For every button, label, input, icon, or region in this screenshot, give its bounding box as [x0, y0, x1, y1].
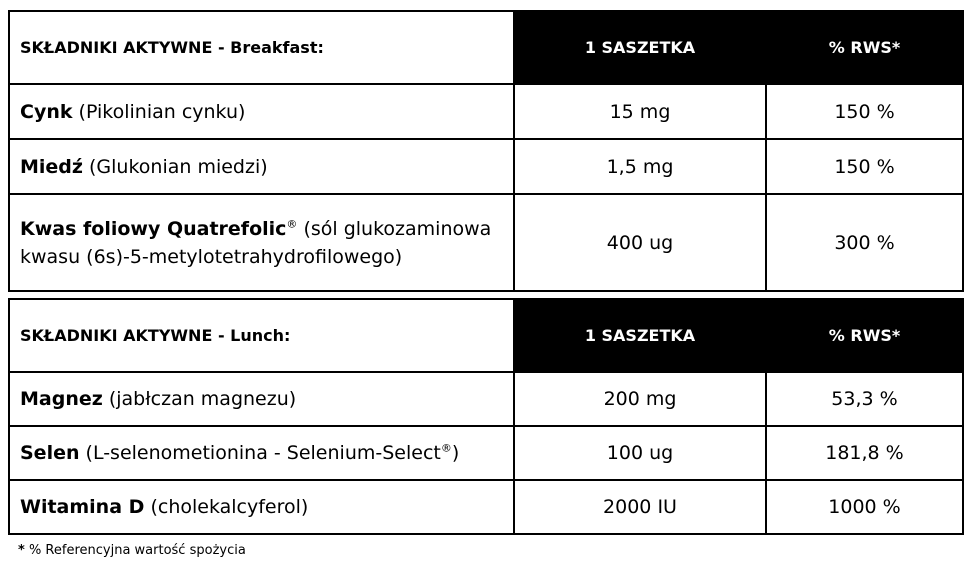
breakfast-table — [8, 10, 964, 292]
table-row — [9, 139, 963, 194]
table-header — [9, 11, 963, 84]
column-header-rws: % RWS* — [766, 11, 963, 84]
ingredient-rws: 300 % — [766, 194, 963, 291]
table-row — [9, 84, 963, 139]
column-header-portion: 1 SASZETKA — [514, 299, 766, 372]
table-row — [9, 372, 963, 426]
table-row — [9, 480, 963, 534]
ingredient-name: Kwas foliowy Quatrefolic® (sól glukozaminowa kwasu (6s)-5-metylotetrahydrofilowego) — [9, 194, 514, 291]
ingredient-amount: 1,5 mg — [514, 139, 766, 194]
ingredient-amount: 2000 IU — [514, 480, 766, 534]
table-row — [9, 194, 963, 291]
ingredient-name: Witamina D (cholekalcyferol) — [9, 480, 514, 534]
ingredient-name: Magnez (jabłczan magnezu) — [9, 372, 514, 426]
ingredient-name: Selen (L-selenometionina - Selenium-Select®) — [9, 426, 514, 480]
column-header-portion: 1 SASZETKA — [514, 11, 766, 84]
table-title: SKŁADNIKI AKTYWNE - Lunch: — [9, 299, 514, 372]
ingredient-amount: 200 mg — [514, 372, 766, 426]
table-title: SKŁADNIKI AKTYWNE - Breakfast: — [9, 11, 514, 84]
table-row — [9, 426, 963, 480]
ingredient-name: Cynk (Pikolinian cynku) — [9, 84, 514, 139]
table-header — [9, 299, 963, 372]
ingredient-amount: 400 ug — [514, 194, 766, 291]
footnote: * % Referencyjna wartość spożycia — [18, 543, 246, 558]
lunch-table — [8, 298, 964, 535]
ingredient-rws: 150 % — [766, 84, 963, 139]
column-header-rws: % RWS* — [766, 299, 963, 372]
ingredient-rws: 1000 % — [766, 480, 963, 534]
ingredient-rws: 150 % — [766, 139, 963, 194]
ingredient-rws: 181,8 % — [766, 426, 963, 480]
ingredient-amount: 15 mg — [514, 84, 766, 139]
ingredient-rws: 53,3 % — [766, 372, 963, 426]
ingredient-amount: 100 ug — [514, 426, 766, 480]
ingredient-name: Miedź (Glukonian miedzi) — [9, 139, 514, 194]
